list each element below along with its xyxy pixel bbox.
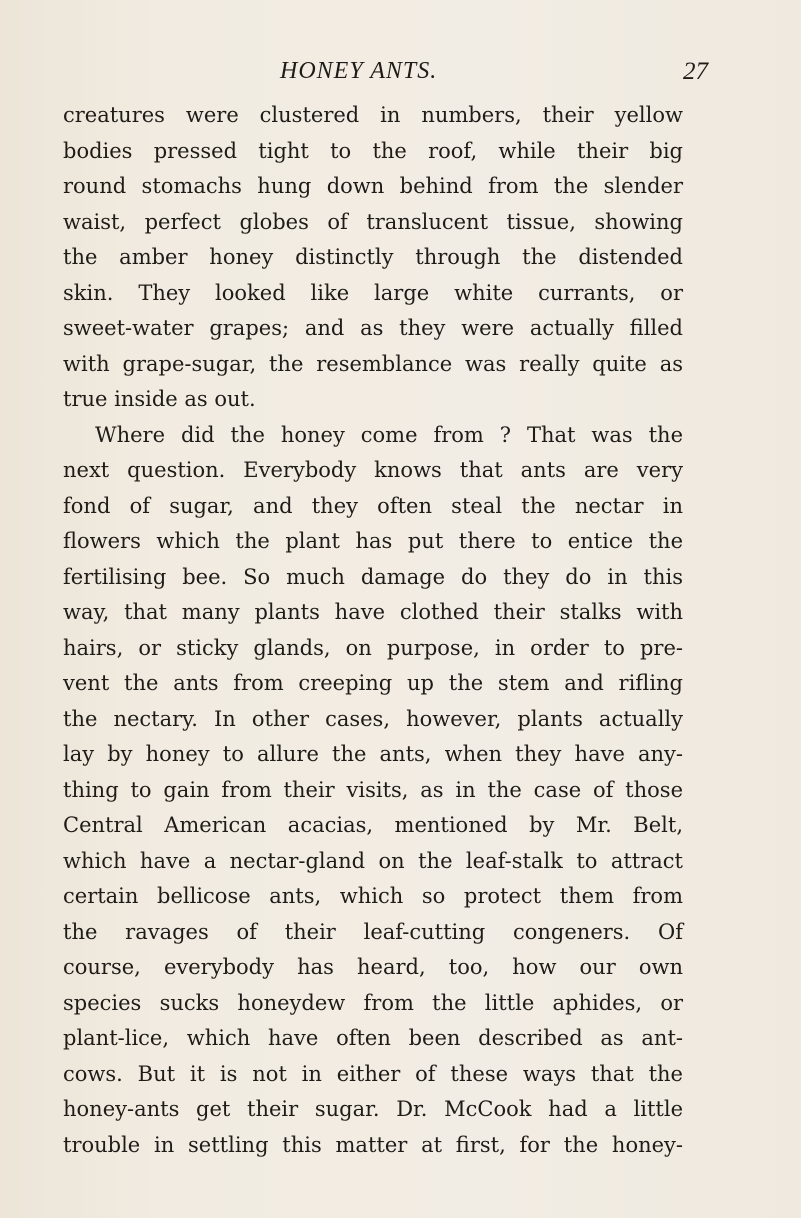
running-title: HONEY ANTS. — [280, 58, 438, 84]
text-line: next question. Everybody knows that ants are very — [63, 458, 683, 482]
text-line: waist, perfect globes of translucent tissue, showing — [63, 209, 683, 234]
text-line: Central American acacias, mentioned by Mr. Belt, — [63, 813, 683, 837]
text-line: true inside as out. — [63, 387, 256, 411]
text-line: with grape-sugar, the resemblance was really quite as — [63, 351, 683, 376]
text-line: the nectary. In other cases, however, plants actually — [63, 706, 683, 731]
text-line: way, that many plants have clothed their stalks with — [63, 600, 683, 624]
text-line: the amber honey distinctly through the distended — [63, 245, 683, 269]
text-line: thing to gain from their visits, as in the case of those — [63, 777, 683, 802]
text-line: the ravages of their leaf-cutting congeners. Of — [63, 919, 683, 944]
text-line: bodies pressed tight to the roof, while their big — [63, 138, 683, 163]
text-line: Where did the honey come from ? That was the — [95, 422, 683, 447]
text-line: flowers which the plant has put there to entice the — [63, 529, 683, 553]
text-line: hairs, or sticky glands, on purpose, in order to pre- — [63, 635, 683, 660]
text-line: vent the ants from creeping up the stem and rifling — [63, 671, 683, 695]
text-line: fertilising bee. So much damage do they do in this — [63, 564, 683, 589]
text-line: trouble in settling this matter at first, for the honey- — [63, 1132, 683, 1157]
text-line: lay by honey to allure the ants, when they have any- — [63, 742, 683, 766]
text-line: which have a nectar-gland on the leaf-stalk to attract — [63, 848, 683, 873]
text-line: certain bellicose ants, which so protect them from — [63, 884, 683, 908]
text-line: fond of sugar, and they often steal the nectar in — [63, 493, 683, 518]
text-line: course, everybody has heard, too, how our own — [63, 955, 683, 979]
page-number: 27 — [683, 58, 708, 85]
text-line: species sucks honeydew from the little aphides, or — [63, 990, 683, 1015]
text-line: skin. They looked like large white currants, or — [63, 280, 683, 305]
running-header — [0, 58, 801, 88]
text-line: cows. But it is not in either of these ways that the — [63, 1061, 683, 1086]
body-text — [63, 98, 683, 1163]
text-line: creatures were clustered in numbers, their yellow — [63, 103, 683, 127]
text-line: honey-ants get their sugar. Dr. McCook had a little — [63, 1097, 683, 1121]
text-line: round stomachs hung down behind from the slender — [63, 174, 683, 198]
text-line: plant-lice, which have often been described as ant- — [63, 1026, 683, 1050]
text-line: sweet-water grapes; and as they were actually filled — [63, 316, 683, 340]
